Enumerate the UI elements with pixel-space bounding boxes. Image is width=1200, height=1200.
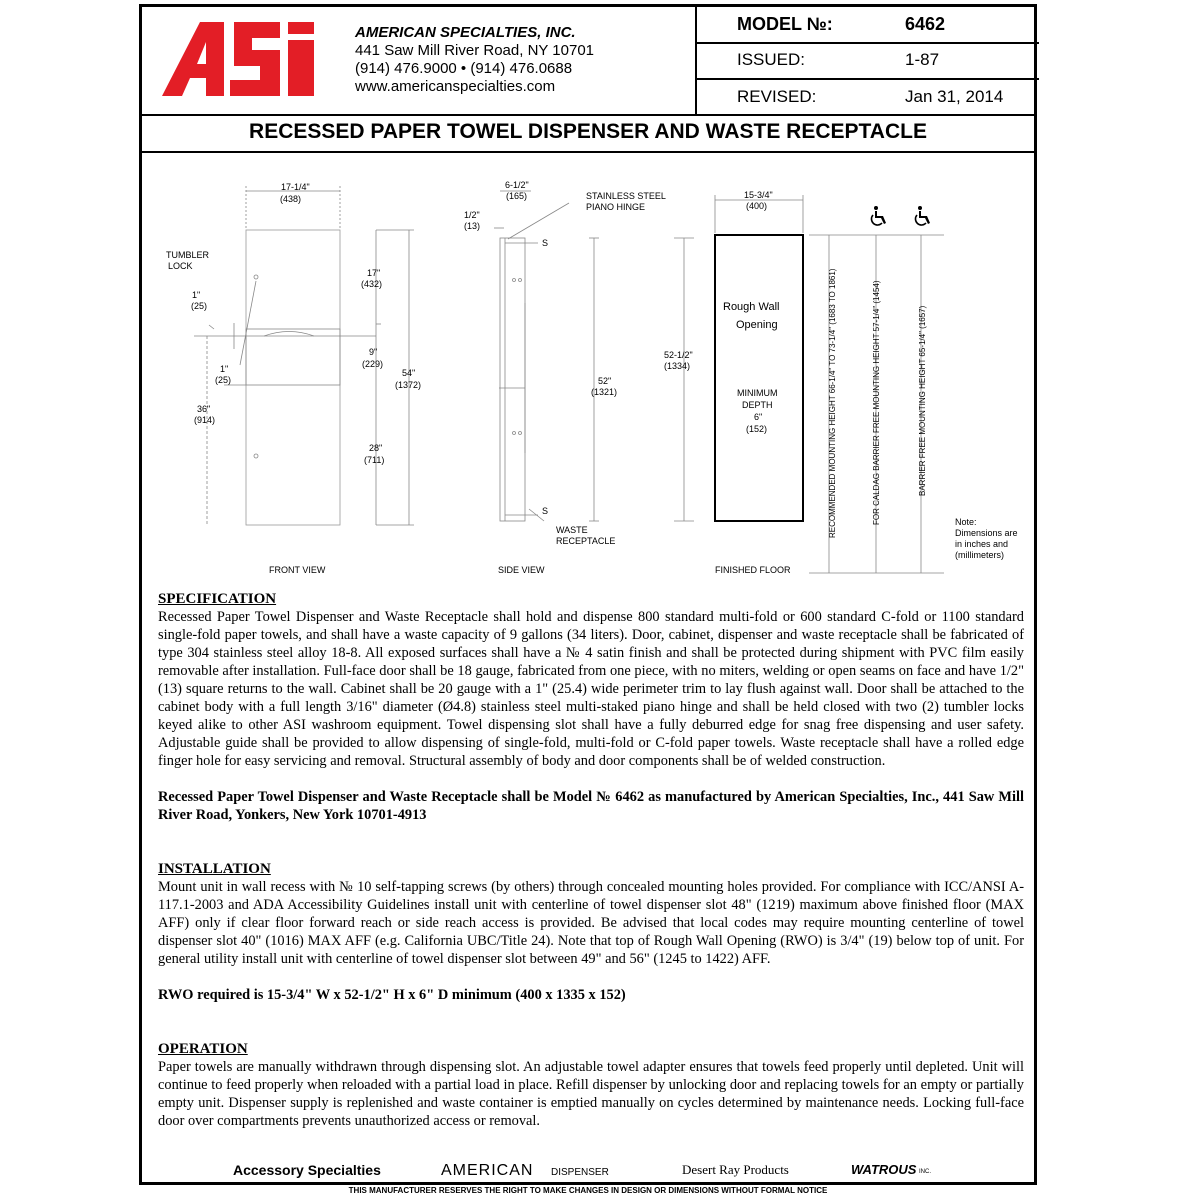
tumbler-lock-label2: LOCK (168, 261, 193, 271)
rwo-requirement: RWO required is 15-3/4" W x 52-1/2" H x 6" D minimum (400 x 1335 x 152) (158, 987, 626, 1003)
note-line: (millimeters) (955, 550, 1004, 560)
side-view-label: SIDE VIEW (498, 565, 545, 575)
page-title: RECESSED PAPER TOWEL DISPENSER AND WASTE RECEPTACLE (249, 120, 927, 143)
company-address: 441 Saw Mill River Road, NY 10701 (355, 42, 595, 59)
dim-28-mm: (711) (364, 455, 385, 465)
barrier-free-height: BARRIER FREE MOUNTING HEIGHT 65-1/4" (1657) (918, 305, 927, 496)
specification-body: Recessed Paper Towel Dispenser and Waste Receptacle shall hold and dispense 800 standard multi-fold or 600 standard C-fold or 1100 standard single-fold paper towels, and shall have a waste capacity of 9 gallons (34 liters). Door, cabinet, dispenser and waste receptacle shall be fabricated of type 304 stainless steel alloy 18-8. All exposed surfaces shall have a № 4 satin finish and shall be protected during shipment with PVC film easily removable after installation. Full-face door shall be 18 gauge, fabricated from one piece, with no miters, welding or open seams on face and have 1/2" (13) square returns to the wall. Cabinet shall be 20 gauge with a 1" (25.4) wide perimeter trim to lay flush against wall. Door shall be attached to the cabinet body with a full length 3/16" diameter (Ø4.8) stainless steel multi-staked piano hinge and shall be held closed with two (2) tumbler locks keyed alike to other ASI washroom equipment. Towel dispensing slot shall have a fully deburred edge for snag free dispensing and user safety. Adjustable guide shall be provided to allow dispensing of single-fold, multi-fold or C-fold paper towels. Waste receptacle shall have a rolled edge finger hole for easy servicing and removal. Structural assembly of body and door components shall be of welded construction. (158, 609, 1024, 769)
rwo-width: 15-3/4" (744, 190, 773, 200)
brand-american: AMERICAN (441, 1162, 534, 1179)
dim-1in-b: 1" (220, 364, 229, 374)
s-top: S (542, 238, 549, 248)
operation-body: Paper towels are manually withdrawn through dispensing slot. An adjustable towel adapter ensures that towels feed properly until depleted. Unit will continue to feed properly when reloaded with a partial load in place. Refill dispenser by unlocking door and replacing towels for an empty or partially empty unit. Dispenser supply is replenished and waste container is emptied manually on cycles determined by maintenance needs. Locking full-face door over compartments prevents unauthorized access or removal. (158, 1059, 1024, 1129)
dim-36: 36" (197, 404, 211, 414)
side-depth: 6-1/2" (505, 180, 529, 190)
dim-17-mm: (432) (361, 279, 383, 289)
company-website[interactable]: www.americanspecialties.com (355, 78, 556, 95)
side-half: 1/2" (464, 210, 480, 220)
brand-dispenser: DISPENSER (551, 1167, 609, 1178)
installation-body: Mount unit in wall recess with № 10 self-tapping screws (by others) through concealed mounting holes provided. For compliance with ICC/ANSI A-117.1-2003 and ADA Accessibility Guidelines install unit with centerline of towel dispenser slot 48" (1219) maximum above finished floor (MAX AFF) only if clear floor forward reach or side reach access is provided. Be advised that local codes may require mounting centerline of towel dispenser slot 40" (1016) MAX AFF (e.g. California UBC/Title 24). Note that top of Rough Wall Opening (RWO) is 3/4" (19) below top of unit. For general utility install unit with centerline of towel dispenser slot between 49" and 56" (1245 to 1422) AFF. (158, 879, 1024, 967)
rwo-width-mm: (400) (746, 201, 768, 211)
dim-52: 52" (598, 376, 612, 386)
issued-row (697, 42, 1039, 80)
operation-heading: OPERATION (158, 1041, 248, 1057)
specification-heading: SPECIFICATION (158, 591, 277, 607)
dim-52-mm: (1321) (591, 387, 618, 397)
dim-54: 54" (402, 368, 416, 378)
specification-section (158, 590, 1024, 824)
rwo-depth: DEPTH (742, 400, 773, 410)
dim-1in-b-mm: (25) (215, 375, 232, 385)
footer-notice: THIS MANUFACTURER RESERVES THE RIGHT TO MAKE CHANGES IN DESIGN OR DIMENSIONS WITHOUT FORMAL NOTICE (348, 1186, 828, 1195)
dim-1in-mm: (25) (191, 301, 208, 311)
rwo-depth-mm: (152) (746, 424, 768, 434)
model-value: 6462 (905, 14, 946, 34)
brand-watrous-inc: INC. (919, 1169, 931, 1175)
company-phone: (914) 476.9000 • (914) 476.0688 (355, 60, 573, 77)
revised-row (697, 79, 1039, 115)
rwo-rough: Rough Wall (723, 301, 780, 313)
model-statement: Recessed Paper Towel Dispenser and Waste Receptacle shall be Model № 6462 as manufactured by American Specialties, Inc., 441 Saw Mill River Road, Yonkers, New York 10701-4913 (158, 789, 1024, 823)
rwo-opening: Opening (736, 319, 778, 331)
company-name: AMERICAN SPECIALTIES, INC. (355, 24, 576, 41)
installation-section (158, 860, 1024, 1004)
s-bottom: S (542, 506, 549, 516)
dim-36-mm: (914) (194, 415, 216, 425)
waste-label: WASTE (556, 525, 588, 535)
brand-accessory-specialties: Accessory Specialties (233, 1162, 381, 1178)
brand-desert-ray: Desert Ray Products (682, 1162, 789, 1177)
dim-54-mm: (1372) (395, 380, 422, 390)
issued-value: 1-87 (905, 50, 940, 69)
dim-9-mm: (229) (362, 359, 384, 369)
divider (139, 114, 1037, 116)
rwo-height-mm: (1334) (664, 361, 691, 371)
recommended-height: RECOMMENDED MOUNTING HEIGHT 66-1/4" TO 73-1/4" (1683 TO 1861) (828, 268, 837, 538)
dim-28: 28" (369, 443, 383, 453)
installation-heading: INSTALLATION (158, 861, 271, 877)
side-depth-mm: (165) (506, 191, 528, 201)
technical-drawing (139, 153, 1037, 588)
note-line: Dimensions are (955, 528, 1018, 538)
model-label: MODEL №: (737, 14, 833, 34)
revised-label: REVISED: (737, 87, 817, 106)
rwo-depth-in: 6" (754, 412, 763, 422)
waste-label2: RECEPTACLE (556, 536, 616, 546)
caldag-height: FOR CALDAG BARRIER FREE MOUNTING HEIGHT 57-1/4" (1454) (872, 280, 881, 525)
revised-value: Jan 31, 2014 (905, 87, 1004, 106)
company-info (355, 24, 594, 96)
side-half-mm: (13) (464, 221, 481, 231)
hinge-label2: PIANO HINGE (586, 202, 646, 212)
note-line: in inches and (955, 539, 1009, 549)
footer-brands (139, 1160, 1037, 1182)
finished-floor-label: FINISHED FLOOR (715, 565, 791, 575)
front-width-mm: (438) (280, 194, 302, 204)
model-row (697, 6, 1039, 44)
dim-17: 17" (367, 268, 381, 278)
brand-watrous: WATROUS (851, 1162, 917, 1177)
issued-label: ISSUED: (737, 50, 806, 69)
operation-section (158, 1040, 1024, 1130)
front-width: 17-1/4" (281, 182, 310, 192)
note-line: Note: (955, 517, 977, 527)
dim-1in: 1" (192, 290, 201, 300)
asi-logo (162, 20, 330, 96)
hinge-label: STAINLESS STEEL (586, 191, 666, 201)
rwo-min: MINIMUM (737, 388, 778, 398)
tumbler-lock-label: TUMBLER (166, 250, 210, 260)
rwo-height: 52-1/2" (664, 350, 693, 360)
front-view-label: FRONT VIEW (269, 565, 326, 575)
model-box (695, 6, 1039, 114)
dim-9: 9" (369, 347, 378, 357)
